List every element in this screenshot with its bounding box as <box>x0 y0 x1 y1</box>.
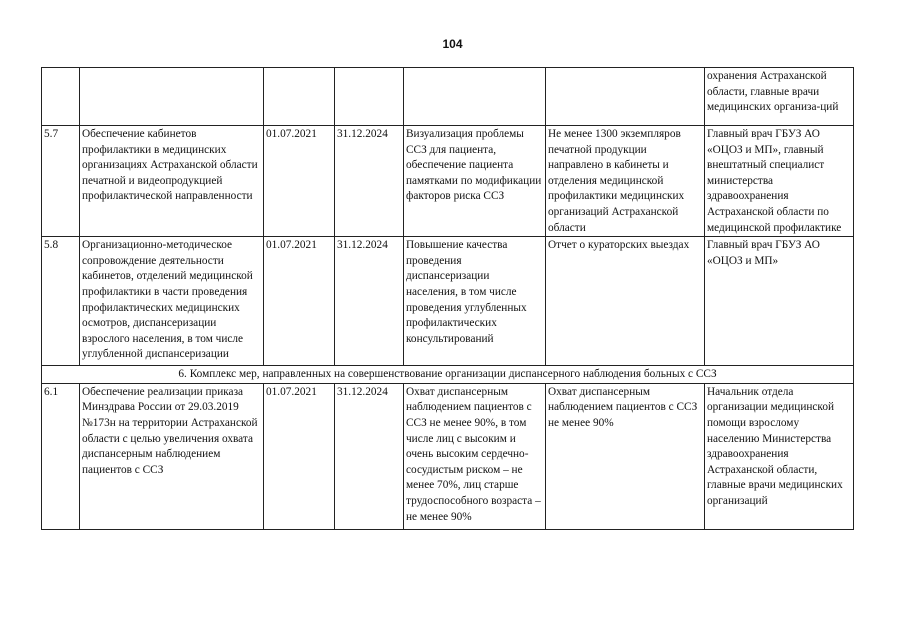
page-number: 104 <box>442 37 463 51</box>
table-row <box>42 126 854 237</box>
measure-cell: Организационно-методическое сопровождение деятельности кабинетов, отделений медицинской профилактики в части проведения профилактических медицинских осмотров, диспансеризации взрослого населения, в том числе углубленной диспансеризации <box>80 237 264 366</box>
result-cell: Визуализация проблемы ССЗ для пациента, обеспечение пациента памятками по модификации факторов риска ССЗ <box>404 126 546 237</box>
start-date-cell: 01.07.2021 <box>264 237 335 366</box>
measure-cell: Обеспечение реализации приказа Минздрава России от 29.03.2019 №173н на территории Астраханской области с целью увеличения охвата диспансерным наблюдением пациентов с ССЗ <box>80 383 264 529</box>
end-date-cell: 31.12.2024 <box>335 126 404 237</box>
end-date-cell: 31.12.2024 <box>335 383 404 529</box>
section-header-row <box>42 366 854 384</box>
start-date-cell: 01.07.2021 <box>264 126 335 237</box>
num-cell: 5.7 <box>42 126 80 237</box>
table-row <box>42 237 854 366</box>
responsible-cell: Главный врач ГБУЗ АО «ОЦОЗ и МП» <box>705 237 854 366</box>
indicator-cell: Не менее 1300 экземпляров печатной продукции направлено в кабинеты и отделения медицинской профилактики медицинских организаций Астраханской области <box>546 126 705 237</box>
indicator-cell <box>546 68 705 126</box>
measure-cell <box>80 68 264 126</box>
responsible-cell: охранения Астраханской области, главные врачи медицинских организа-ций <box>705 68 854 126</box>
start-date-cell <box>264 68 335 126</box>
num-cell <box>42 68 80 126</box>
table-row <box>42 383 854 529</box>
indicator-cell: Отчет о кураторских выездах <box>546 237 705 366</box>
end-date-cell: 31.12.2024 <box>335 237 404 366</box>
measures-table <box>41 67 854 530</box>
result-cell: Повышение качества проведения диспансеризации населения, в том числе проведения углубленных профилактических консультирований <box>404 237 546 366</box>
end-date-cell <box>335 68 404 126</box>
section-title: 6. Комплекс мер, направленных на совершенствование организации диспансерного наблюдения больных с ССЗ <box>42 366 854 384</box>
indicator-cell: Охват диспансерным наблюдением пациентов с ССЗ не менее 90% <box>546 383 705 529</box>
responsible-cell: Начальник отдела организации медицинской помощи взрослому населению Министерства здравоохранения Астраханской области, главные врачи медицинских организаций <box>705 383 854 529</box>
result-cell <box>404 68 546 126</box>
start-date-cell: 01.07.2021 <box>264 383 335 529</box>
num-cell: 6.1 <box>42 383 80 529</box>
table-row <box>42 68 854 126</box>
result-cell: Охват диспансерным наблюдением пациентов с ССЗ не менее 90%, в том числе лиц с высоким и очень высоким сердечно-сосудистым риском – не менее 70%, лиц старше трудоспособного возраста – не менее 90% <box>404 383 546 529</box>
measure-cell: Обеспечение кабинетов профилактики в медицинских организациях Астраханской области печатной и видеопродукцией профилактической направленности <box>80 126 264 237</box>
responsible-cell: Главный врач ГБУЗ АО «ОЦОЗ и МП», главный внештатный специалист министерства здравоохранения Астраханской области по медицинской профилактике <box>705 126 854 237</box>
num-cell: 5.8 <box>42 237 80 366</box>
